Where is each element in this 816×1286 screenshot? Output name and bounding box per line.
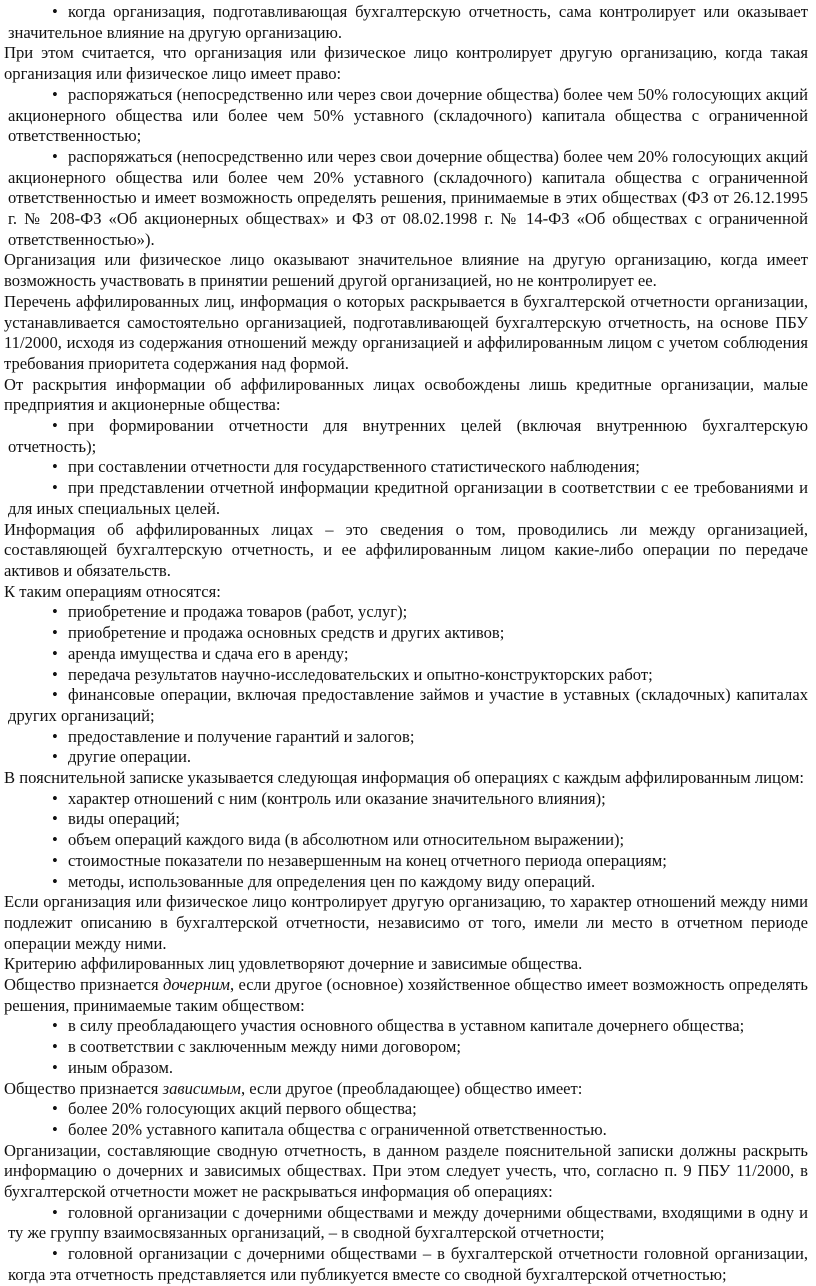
paragraph-text: , если другое (преобладающее) общество имеет: [240,1078,583,1098]
list-item-text: виды операций; [68,809,180,829]
bullet-icon: • [52,747,58,767]
list-item [4,851,808,872]
list-item-text: методы, использованные для определения цен по каждому виду операций. [68,871,596,891]
list-item-text: распоряжаться (непосредственно или через свои дочерние общества) более чем 50% голосующих акций акционерного общества или более чем 50% уставного (складочного) капитала общества с ограниченной ответственностью; [8,84,808,146]
list-item [4,830,808,851]
paragraph [4,954,808,975]
bullet-icon: • [52,809,58,829]
list-item-text: в силу преобладающего участия основного общества в уставном капитале дочернего общества; [68,1016,745,1036]
list-item [4,727,808,748]
bullet-icon: • [52,478,58,498]
list-item-text: распоряжаться (непосредственно или через свои дочерние общества) более чем 20% голосующих акций акционерного общества или более чем 20% уставного (складочного) капитала общества с ограниченной ответственностью и имеет возможность определять решения, принимаемые в этих обществах (ФЗ от 26.12.1995 г. № 208-ФЗ «Об акционерных обществах» и ФЗ от 08.02.1998 г. № 14-ФЗ «Об обществах с ограниченной ответственностью»). [8,146,808,249]
list-item [4,1120,808,1141]
list-item-text: при представлении отчетной информации кредитной организации в соответствии с ее требованиями и для иных специальных целей. [8,478,808,518]
paragraph [4,1079,808,1100]
list-item [4,2,808,43]
list-item-text: иным образом. [68,1057,174,1077]
list-item-text: когда организация, подготавливающая бухгалтерскую отчетность, сама контролирует или оказывает значительное влияние на другую организацию. [8,2,808,42]
list-item-text: передача результатов научно-исследовательских и опытно-конструкторских работ; [68,664,653,684]
emphasized-term: дочерним [163,975,230,995]
paragraph-text: При этом считается, что организация или физическое лицо контролирует другую организацию, когда такая организация или физическое лицо имеет право: [4,43,808,84]
bullet-icon: • [52,1016,58,1036]
bullet-icon: • [52,643,58,663]
bullet-icon: • [52,871,58,891]
bullet-icon: • [52,1037,58,1057]
list-item-text: более 20% уставного капитала общества с ограниченной ответственностью. [68,1119,607,1139]
bullet-icon: • [52,602,58,622]
list-item-text: объем операций каждого вида (в абсолютном или относительном выражении); [68,830,625,850]
paragraph [4,1141,808,1203]
list-item-text: финансовые операции, включая предоставление займов и участие в уставных (складочных) капиталах других организаций; [8,685,808,725]
bullet-icon: • [52,664,58,684]
bullet-icon: • [52,830,58,850]
list-item [4,747,808,768]
bullet-icon: • [52,1119,58,1139]
list-item [4,85,808,147]
list-item [4,685,808,726]
emphasized-term: зависимым [162,1078,241,1098]
list-item [4,602,808,623]
bullet-icon: • [52,1057,58,1077]
paragraph [4,43,808,84]
list-item [4,809,808,830]
list-item [4,1099,808,1120]
paragraph-text: Информация об аффилированных лицах – это сведения о том, проводились ли между организацией, составляющей бухгалтерскую отчетность, и ее аффилированным лицом какие-либо операции по передаче активов и обязательств. [4,519,808,580]
paragraph-text: , если другое (основное) хозяйственное общество имеет возможность определять решения, принимаемые таким обществом: [4,975,808,1015]
paragraph-text: Организации, составляющие сводную отчетность, в данном разделе пояснительной записки должны раскрыть информацию о дочерних и зависимых обществах. При этом следует учесть, что, согласно п. 9 ПБУ 11/2000, в бухгалтерской отчетности может не раскрываться информация об операциях: [4,1140,808,1202]
list-item [4,665,808,686]
paragraph-text: Общество признается [4,1078,163,1098]
list-item [4,623,808,644]
list-item-text: при формировании отчетности для внутренних целей (включая внутреннюю бухгалтерскую отчетность); [8,416,808,456]
paragraph [4,892,808,954]
list-item-text: предоставление и получение гарантий и залогов; [68,726,415,746]
list-item-text: приобретение и продажа товаров (работ, услуг); [68,602,408,622]
list-item [4,1244,808,1285]
bullet-icon: • [52,1244,58,1264]
bullet-icon: • [52,1202,58,1222]
bullet-icon: • [52,685,58,705]
list-item-text: стоимостные показатели по незавершенным на конец отчетного периода операциям; [68,850,667,870]
bullet-icon: • [52,623,58,643]
paragraph-text: Организация или физическое лицо оказывают значительное влияние на другую организацию, когда имеет возможность участвовать в принятии решений другой организацией, но не контролирует ее. [4,250,808,291]
list-item-text: в соответствии с заключенным между ними договором; [68,1037,462,1057]
paragraph-text: Общество признается [4,975,163,995]
paragraph-text: В пояснительной записке указывается следующая информация об операциях с каждым аффилированным лицом: [4,768,805,788]
paragraph [4,975,808,1016]
list-item [4,789,808,810]
bullet-icon: • [52,416,58,436]
list-item-text: при составлении отчетности для государственного статистического наблюдения; [68,457,640,477]
list-item [4,457,808,478]
list-item [4,1058,808,1079]
bullet-icon: • [52,457,58,477]
list-item [4,1203,808,1244]
paragraph [4,520,808,582]
paragraph [4,375,808,416]
paragraph-text: Если организация или физическое лицо контролирует другую организацию, то характер отношений между ними подлежит описанию в бухгалтерской отчетности, независимо от того, имели ли место в отчетном периоде операции между ними. [4,892,808,953]
paragraph [4,250,808,291]
bullet-icon: • [52,1099,58,1119]
list-item-text: аренда имущества и сдача его в аренду; [68,643,349,663]
list-item-text: головной организации с дочерними обществами – в бухгалтерской отчетности головной организации, когда эта отчетность представляется или публикуется вместе со сводной бухгалтерской отчетностью; [8,1244,808,1284]
list-item-text: приобретение и продажа основных средств и других активов; [68,623,505,643]
list-item [4,416,808,457]
bullet-icon: • [52,726,58,746]
list-item [4,872,808,893]
paragraph [4,292,808,375]
bullet-icon: • [52,2,58,21]
paragraph-text: К таким операциям относятся: [4,581,221,601]
list-item [4,147,808,251]
paragraph-text: Перечень аффилированных лиц, информация о которых раскрывается в бухгалтерской отчетности организации, устанавливается самостоятельно организацией, подготавливающей бухгалтерскую отчетность, на основе ПБУ 11/2000, исходя из содержания отношений между организацией и аффилированным лицом с учетом соблюдения требования приоритета содержания над формой. [4,291,808,373]
list-item [4,1037,808,1058]
paragraph [4,768,808,789]
list-item-text: более 20% голосующих акций первого общества; [68,1099,417,1119]
bullet-icon: • [52,84,58,104]
list-item [4,644,808,665]
bullet-icon: • [52,788,58,808]
list-item-text: характер отношений с ним (контроль или оказание значительного влияния); [68,788,606,808]
bullet-icon: • [52,146,58,166]
list-item-text: головной организации с дочерними обществами и между дочерними обществами, входящими в одну и ту же группу взаимосвязанных организаций, – в сводной бухгалтерской отчетности; [8,1202,808,1243]
list-item [4,478,808,519]
list-item-text: другие операции. [68,747,192,767]
paragraph-text: Критерию аффилированных лиц удовлетворяют дочерние и зависимые общества. [4,954,583,974]
paragraph-text: От раскрытия информации об аффилированных лицах освобождены лишь кредитные организации, малые предприятия и акционерные общества: [4,374,808,415]
bullet-icon: • [52,850,58,870]
paragraph [4,582,808,603]
list-item [4,1016,808,1037]
